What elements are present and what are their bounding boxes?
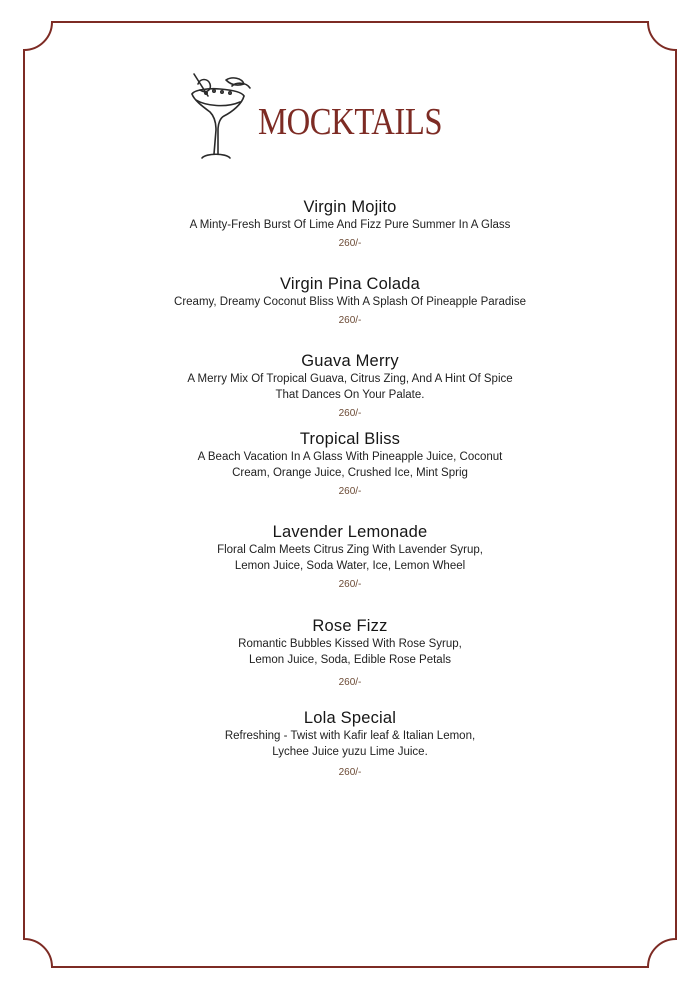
item-name: Lola Special — [303, 709, 397, 727]
menu-item — [0, 351, 700, 421]
item-price: 260/- — [338, 579, 362, 590]
item-name: Lavender Lemonade — [272, 523, 428, 541]
item-price: 260/- — [338, 315, 362, 326]
cocktail-glass-icon — [186, 70, 254, 168]
menu-item — [0, 616, 700, 690]
item-description: Floral Calm Meets Citrus Zing With Lavender Syrup, Lemon Juice, Soda Water, Ice, Lemon Wheel — [217, 544, 483, 572]
menu-item — [0, 197, 700, 251]
item-price: 260/- — [338, 486, 362, 497]
item-price: 260/- — [338, 238, 362, 249]
item-name: Rose Fizz — [312, 617, 388, 635]
item-name: Guava Merry — [301, 352, 399, 370]
item-price: 260/- — [338, 767, 362, 778]
item-description: Romantic Bubbles Kissed With Rose Syrup, Lemon Juice, Soda, Edible Rose Petals — [238, 638, 462, 666]
item-price: 260/- — [338, 677, 362, 688]
page-title: MOCKTAILS — [258, 101, 443, 143]
menu-item — [0, 429, 700, 499]
menu-item — [0, 522, 700, 592]
item-description: A Beach Vacation In A Glass With Pineapple Juice, Coconut Cream, Orange Juice, Crushed Ice, Mint Sprig — [197, 451, 503, 479]
item-description: A Minty-Fresh Burst Of Lime And Fizz Pure Summer In A Glass — [189, 219, 511, 231]
item-price: 260/- — [338, 408, 362, 419]
menu-item — [0, 708, 700, 780]
item-description: A Merry Mix Of Tropical Guava, Citrus Zing, And A Hint Of Spice That Dances On Your Palate. — [187, 373, 513, 401]
item-name: Virgin Mojito — [303, 198, 397, 216]
item-description: Creamy, Dreamy Coconut Bliss With A Splash Of Pineapple Paradise — [174, 296, 526, 308]
item-name: Virgin Pina Colada — [280, 275, 420, 293]
item-name: Tropical Bliss — [299, 430, 401, 448]
item-description: Refreshing - Twist with Kafir leaf & Italian Lemon, Lychee Juice yuzu Lime Juice. — [224, 730, 476, 758]
menu-item — [0, 274, 700, 328]
